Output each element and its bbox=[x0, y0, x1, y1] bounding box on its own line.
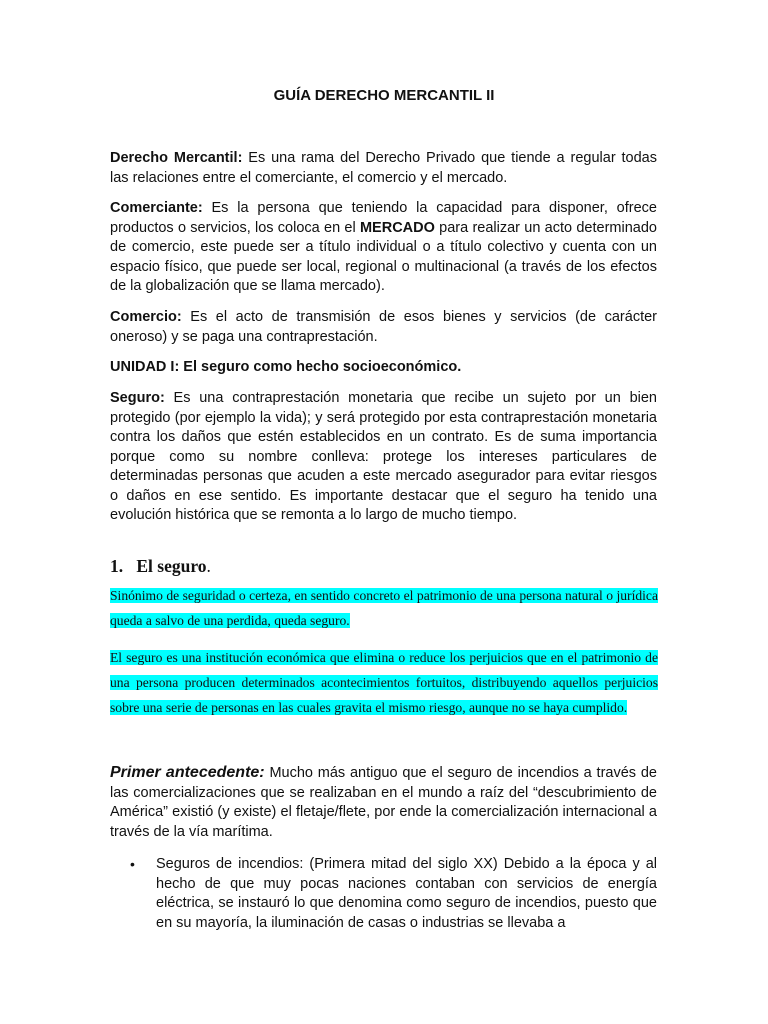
highlighted-text: El seguro es una institución económica que elimina o reduce los perjuicios que en el patrimonio de una persona producen determinados acontecimientos fortuitos, distribuyendo aquellos perjuicios sobre una serie de personas en las cuales gravita el mismo riesgo, aunque no se haya cumplido. bbox=[110, 650, 658, 715]
definition-comercio bbox=[110, 308, 657, 347]
section-title-dot: . bbox=[206, 556, 211, 576]
term-seguro: Seguro: bbox=[110, 390, 165, 406]
term-primer-antecedente: Primer antecedente: bbox=[110, 764, 265, 781]
document-title: GUÍA DERECHO MERCANTIL II bbox=[273, 87, 495, 104]
bullet-icon: • bbox=[130, 856, 135, 872]
term-derecho-mercantil: Derecho Mercantil: bbox=[110, 150, 243, 166]
list-item-text: Seguros de incendios: (Primera mitad del siglo XX) Debido a la época y al hecho de que muy pocas naciones contaban con servicios de energía eléctrica, se instauró lo que denomina como seguro de incendios, puesto que en su mayoría, la iluminación de casas o industrias se llevaba a bbox=[156, 856, 657, 931]
definition-seguro bbox=[110, 389, 657, 526]
term-comercio: Comercio: bbox=[110, 309, 182, 325]
bold-word-mercado: MERCADO bbox=[359, 219, 435, 236]
section-number: 1. bbox=[110, 556, 124, 576]
antecedent-text: Mucho más antiguo que el seguro de incendios a través de las comercializaciones que se realizaban en el mundo a raíz del “descubrimiento de América” existió (y existe) el fletaje/flete, por ende la comercialización internacional a través de la vía marítima. bbox=[110, 765, 657, 840]
antecedent-paragraph bbox=[110, 763, 657, 842]
definition-text: Es una rama del Derecho Privado que tiende a regular todas las relaciones entre el comerciante, el comercio y el mercado. bbox=[110, 150, 658, 186]
highlighted-text: Sinónimo de seguridad o certeza, en sentido concreto el patrimonio de una persona natural o jurídica queda a salvo de una perdida, queda seguro. bbox=[110, 588, 658, 628]
section-title: El seguro bbox=[136, 556, 207, 576]
list-item bbox=[110, 855, 657, 933]
definition-text: para realizar un acto determinado de comercio, este puede ser a título individual o a título colectivo y cuenta con un espacio físico, que puede ser local, regional o multinacional (a través de los efectos de la globalización que se llama mercado). bbox=[110, 219, 657, 294]
definition-text: Es una contraprestación monetaria que recibe un sujeto por un bien protegido (por ejemplo la vida); y será protegido por esta contraprestación monetaria contra los daños que estén establecidos en un contrato. Es de suma importancia porque como su nombre conlleva: protege los intereses particulares de determinadas personas que acuden a este mercado asegurador para evitar riesgos o daños en ese sentido. Es importante destacar que el seguro ha tenido una evolución histórica que se remonta a lo largo de mucho tiempo. bbox=[110, 390, 657, 523]
section-heading-1 bbox=[110, 556, 211, 577]
bullet-list bbox=[110, 855, 657, 933]
definition-text: Es la persona que teniendo la capacidad para disponer, ofrece productos o servicios, los coloca en el bbox=[110, 200, 657, 236]
highlighted-paragraph-1 bbox=[110, 583, 658, 633]
highlighted-paragraph-2 bbox=[110, 645, 658, 720]
unit-heading: UNIDAD I: El seguro como hecho socioeconómico. bbox=[110, 359, 462, 375]
definition-comerciante bbox=[110, 199, 657, 297]
definition-derecho-mercantil bbox=[110, 149, 657, 188]
term-comerciante: Comerciante: bbox=[110, 200, 203, 216]
definition-text: Es el acto de transmisión de esos bienes y servicios (de carácter oneroso) y se paga una contraprestación. bbox=[110, 309, 657, 345]
